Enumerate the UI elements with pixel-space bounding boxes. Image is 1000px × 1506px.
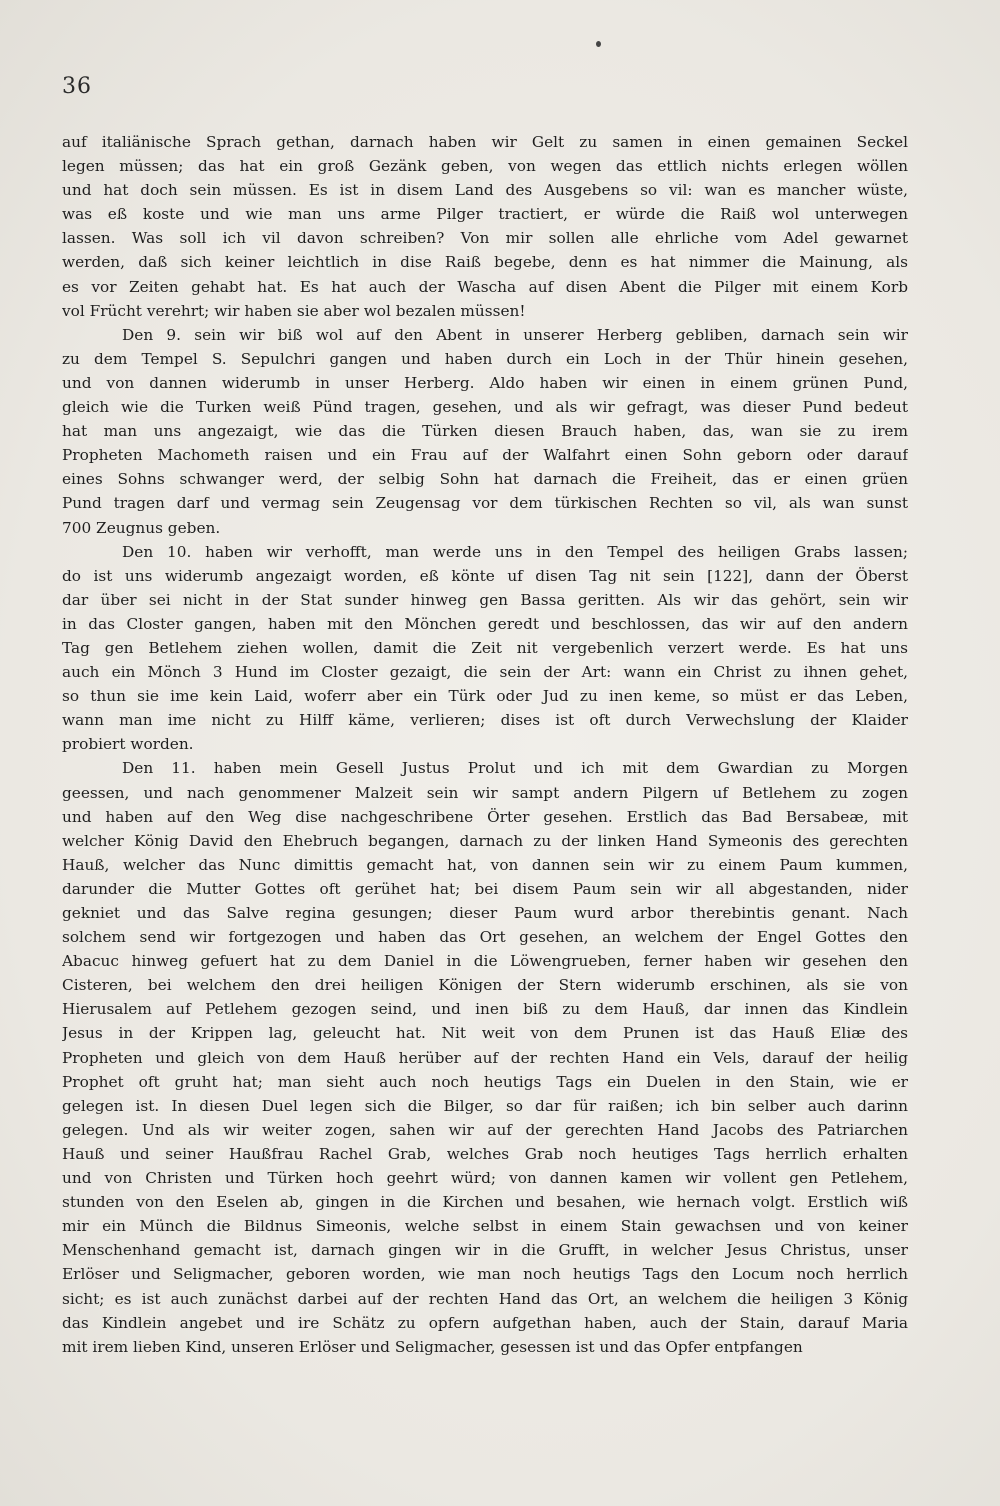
text-line: sicht; es ist auch zunächst darbei auf der rechten Hand das Ort, an welchem die heiligen 3 König	[62, 1289, 908, 1308]
text-line: Den 11. haben mein Gesell Justus Prolut und ich mit dem Gwardian zu Morgen	[122, 759, 908, 778]
text-line: zu dem Tempel S. Sepulchri gangen und haben durch ein Loch in der Thür hinein gesehen,	[62, 349, 908, 368]
text-line: das Kindlein angebet und ire Schätz zu opfern aufgethan haben, auch der Stain, darauf Maria	[62, 1313, 908, 1332]
text-line: mir ein Münch die Bildnus Simeonis, welche selbst in einem Stain gewachsen und von keiner	[62, 1217, 908, 1236]
text-line: Den 10. haben wir verhofft, man werde uns in den Tempel des heiligen Grabs lassen;	[122, 542, 908, 561]
text-line: geessen, und nach genommener Malzeit sein wir sampt andern Pilgern uf Betlehem zu zogen	[62, 783, 908, 802]
text-line: es vor Zeiten gehabt hat. Es hat auch der Wascha auf disen Abent die Pilger mit einem Korb	[62, 277, 908, 296]
text-line: so thun sie ime kein Laid, woferr aber ein Türk oder Jud zu inen keme, so müst er das Leben,	[62, 687, 908, 706]
text-line: Cisteren, bei welchem den drei heiligen Königen der Stern widerumb erschinen, als sie von	[62, 976, 908, 995]
text-line: Menschenhand gemacht ist, darnach gingen wir in die Grufft, in welcher Jesus Christus, unser	[62, 1241, 908, 1260]
text-line: und hat doch sein müssen. Es ist in disem Land des Ausgebens so vil: wan es mancher wüste,	[62, 181, 908, 200]
text-line: und von dannen widerumb in unser Herberg. Aldo haben wir einen in einem grünen Pund,	[62, 373, 908, 392]
text-line: Pund tragen darf und vermag sein Zeugensag vor dem türkischen Rechten so vil, als wan sunst	[62, 494, 908, 513]
text-line: gelegen. Und als wir weiter zogen, sahen wir auf der gerechten Hand Jacobs des Patriarchen	[62, 1120, 908, 1139]
text-line: Erlöser und Seligmacher, geboren worden, wie man noch heutigs Tags den Locum noch herrlich	[62, 1265, 908, 1284]
paragraph	[62, 130, 908, 323]
text-line: Hierusalem auf Petlehem gezogen seind, und inen biß zu dem Hauß, dar innen das Kindlein	[62, 1000, 908, 1019]
text-line: Abacuc hinweg gefuert hat zu dem Daniel in die Löwengrueben, ferner haben wir gesehen den	[62, 952, 908, 971]
text-line: Propheten und gleich von dem Hauß herüber auf der rechten Hand ein Vels, darauf der heilig	[62, 1048, 908, 1067]
text-line: gleich wie die Turken weiß Pünd tragen, gesehen, und als wir gefragt, was dieser Pund bedeut	[62, 398, 908, 417]
paragraph	[62, 756, 908, 1358]
ink-speck	[596, 41, 601, 47]
text-line: wann man ime nicht zu Hilff käme, verlieren; dises ist oft durch Verwechslung der Klaider	[62, 711, 908, 730]
text-line: probiert worden.	[62, 735, 194, 754]
text-line: Propheten Machometh raisen und ein Frau auf der Walfahrt einen Sohn geborn oder darauf	[62, 446, 908, 465]
text-line: Jesus in der Krippen lag, geleucht hat. Nit weit von dem Prunen ist das Hauß Eliæ des	[62, 1024, 908, 1043]
paragraph	[62, 540, 908, 757]
text-line: lassen. Was soll ich vil davon schreiben? Von mir sollen alle ehrliche vom Adel gewarnet	[62, 229, 908, 248]
text-line: und haben auf den Weg dise nachgeschribene Örter gesehen. Erstlich das Bad Bersabeæ, mit	[62, 807, 908, 826]
text-line: Tag gen Betlehem ziehen wollen, damit die Zeit nit vergebenlich verzert werde. Es hat uns	[62, 638, 908, 657]
text-line: eines Sohns schwanger werd, der selbig Sohn hat darnach die Freiheit, das er einen grüen	[62, 470, 908, 489]
text-line: in das Closter gangen, haben mit den Mönchen geredt und beschlossen, das wir auf den andern	[62, 614, 908, 633]
text-line: legen müssen; das hat ein groß Gezänk geben, von wegen das ettlich nichts erlegen wöllen	[62, 157, 908, 176]
text-line: Hauß, welcher das Nunc dimittis gemacht hat, von dannen sein wir zu einem Paum kummen,	[62, 855, 908, 874]
text-line: stunden von den Eselen ab, gingen in die Kirchen und besahen, wie hernach volgt. Erstlich wiß	[62, 1193, 908, 1212]
text-line: Prophet oft gruht hat; man sieht auch noch heutigs Tags ein Duelen in den Stain, wie er	[62, 1072, 908, 1091]
text-line: mit irem lieben Kind, unseren Erlöser und Seligmacher, gesessen ist und das Opfer entpfangen	[62, 1337, 803, 1356]
text-line: gekniet und das Salve regina gesungen; dieser Paum wurd arbor therebintis genant. Nach	[62, 904, 908, 922]
text-line: 700 Zeugnus geben.	[62, 518, 221, 537]
text-line: do ist uns widerumb angezaigt worden, eß könte uf disen Tag nit sein [122], dann der Öberst	[62, 566, 908, 585]
text-line: Hauß und seiner Haußfrau Rachel Grab, welches Grab noch heutiges Tags herrlich erhalten	[62, 1144, 908, 1163]
text-line: gelegen ist. In diesen Duel legen sich die Bilger, so dar für raißen; ich bin selber auch darinn	[62, 1096, 908, 1115]
text-line: Den 9. sein wir biß wol auf den Abent in unserer Herberg gebliben, darnach sein wir	[122, 325, 908, 344]
text-line: und von Christen und Türken hoch geehrt würd; von dannen kamen wir vollent gen Petlehem,	[62, 1169, 908, 1188]
page-number: 36	[62, 74, 92, 99]
text-line: hat man uns angezaigt, wie das die Türken diesen Brauch haben, das, wan sie zu irem	[62, 422, 908, 441]
text-line: darunder die Mutter Gottes oft gerühet hat; bei disem Paum sein wir all abgestanden, nider	[62, 879, 908, 898]
body-text	[62, 130, 908, 1359]
text-line: vol Frücht verehrt; wir haben sie aber wol bezalen müssen!	[62, 301, 526, 320]
text-line: welcher König David den Ehebruch begangen, darnach zu der linken Hand Symeonis des gerechten	[62, 831, 908, 850]
text-line: dar über sei nicht in der Stat sunder hinweg gen Bassa geritten. Als wir das gehört, sein wir	[62, 590, 908, 609]
text-line: solchem send wir fortgezogen und haben das Ort gesehen, an welchem der Engel Gottes den	[62, 928, 908, 947]
text-line: auf italiänische Sprach gethan, darnach haben wir Gelt zu samen in einen gemainen Seckel	[62, 133, 908, 151]
text-line: was eß koste und wie man uns arme Pilger tractiert, er würde die Raiß wol unterwegen	[62, 205, 908, 224]
paragraph	[62, 323, 908, 540]
text-line: werden, daß sich keiner leichtlich in dise Raiß begebe, denn es hat nimmer die Mainung, als	[62, 253, 908, 272]
text-line: auch ein Mönch 3 Hund im Closter gezaigt, die sein der Art: wann ein Christ zu ihnen gehet,	[62, 663, 908, 682]
